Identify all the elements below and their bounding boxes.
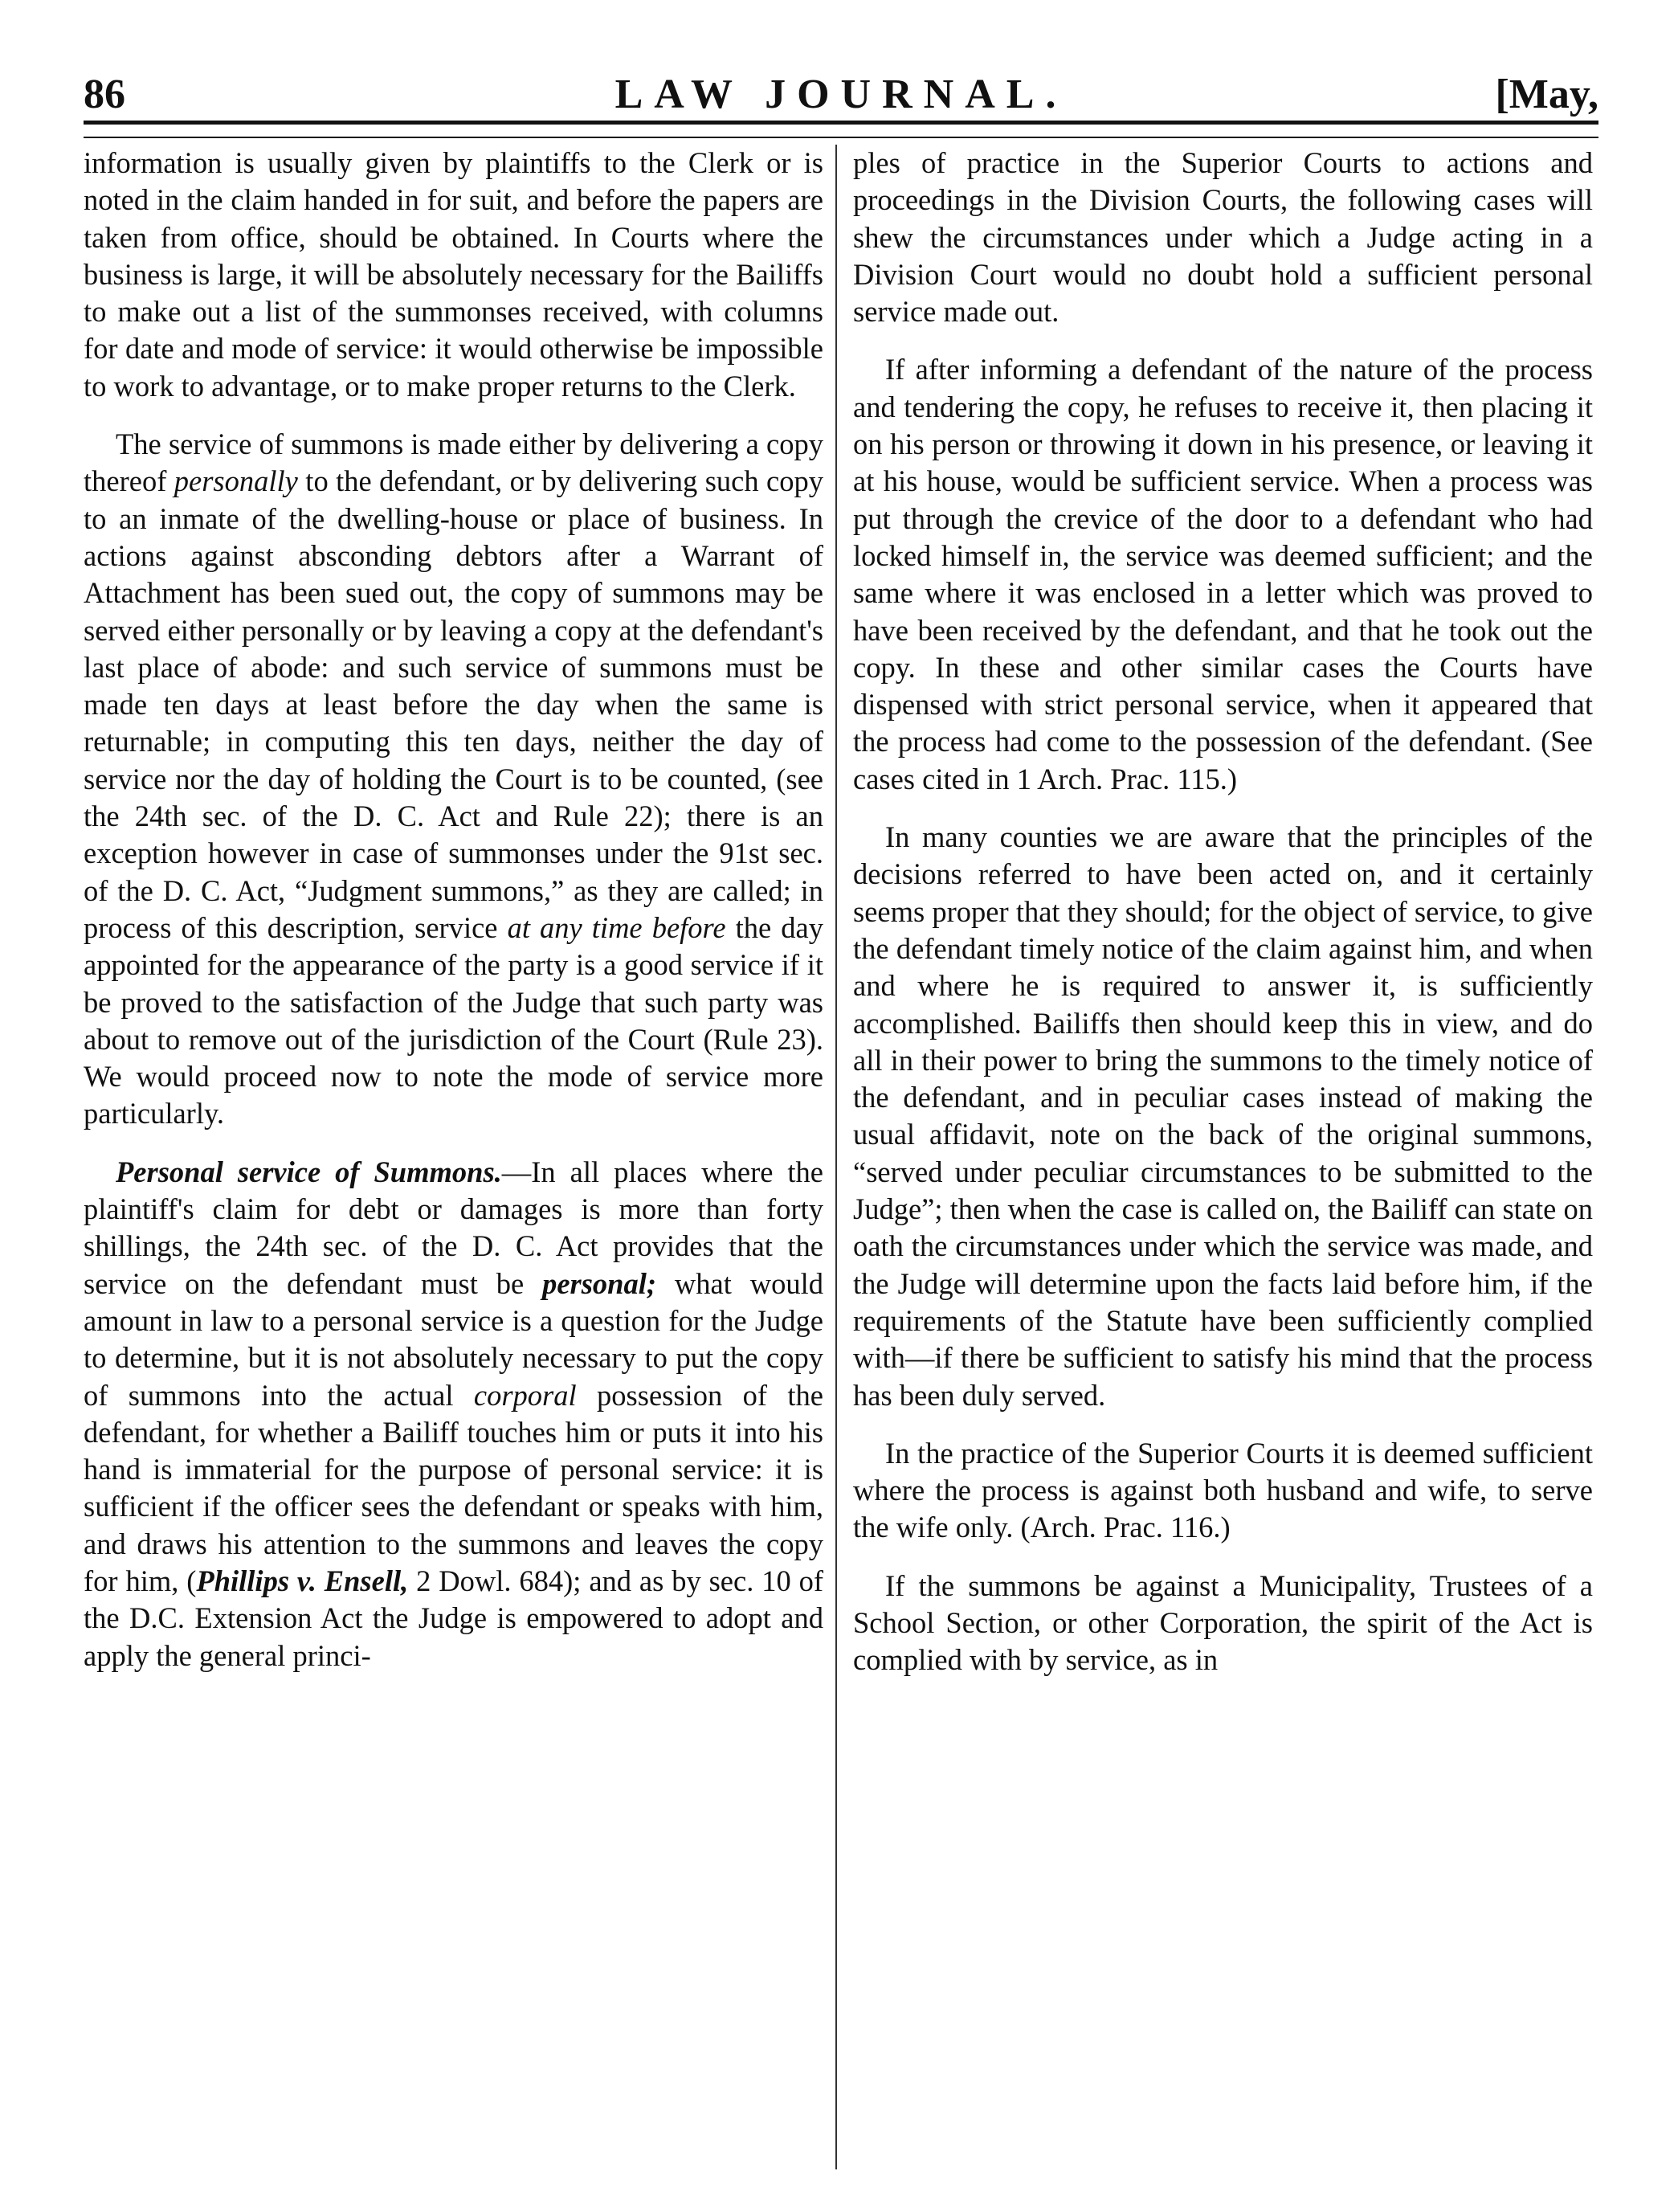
emphasis: corporal	[473, 1378, 577, 1412]
column-divider	[835, 145, 837, 2169]
text-run: to the defendant, or by delivering such copy to an inmate of the dwelling-house or place of business. In actions against absconding debtors after a Warrant of Attachment has been sued out, the copy of summons may be served either personally or by leaving a copy at the defendant's last place of abode: and such service of summons must be made ten days at least before the day when the same is returnable; in computing this ten days, neither the day of service nor the day of holding the Court is to be counted, (see the 24th sec. of the D. C. Act and Rule 22); there is an exception however in case of summonses under the 91st sec. of the D. C. Act, “Judgment summons,” as they are called; in process of this description, service	[84, 464, 823, 944]
page-number: 86	[84, 72, 125, 117]
emphasis: personal;	[542, 1266, 657, 1300]
text-run: what would amount in law to a personal service is a question for the Judge to determine, but it is not absolutely necessary to put the copy of summons into the actual	[84, 1266, 823, 1412]
running-title: LAW JOURNAL.	[614, 72, 1068, 117]
running-month: [May,	[1495, 72, 1598, 117]
text-run: the day appointed for the appearance of the party is a good service if it be proved to the satisfaction of the Judge that such party was about to remove out of the jurisdiction of the Court (Rule 23). We would proceed now to note the mode of service more particularly.	[84, 910, 823, 1131]
paragraph: ples of practice in the Superior Courts to actions and proceedings in the Division Courts, the following cases will shew the circumstances under which a Judge acting in a Division Court would no doubt hold a sufficient personal service made out.	[853, 146, 1593, 329]
case-citation: Phillips v. Ensell,	[196, 1564, 409, 1597]
page-header	[84, 71, 1598, 127]
paragraph: If the summons be against a Municipality, Trustees of a School Section, or other Corporation, the spirit of the Act is complied with by service, as in	[853, 1568, 1593, 1677]
paragraph: If after informing a defendant of the nature of the process and tendering the copy, he refuses to receive it, then placing it on his person or throwing it down in his presence, or leaving it at his house, would be sufficient service. When a process was put through the crevice of the door to a defendant who had locked himself in, the service was deemed sufficient; and the same where it was enclosed in a letter which was proved to have been received by the defendant, and that he took out the copy. In these and other similar cases the Courts have dispensed with strict personal service, when it appeared that the process had come to the possession of the defendant. (See cases cited in 1 Arch. Prac. 115.)	[853, 353, 1593, 795]
paragraph: In many counties we are aware that the principles of the decisions referred to have been acted on, and it certainly seems proper that they should; for the object of service, to give the defendant timely notice of the claim against him, and when and where he is required to answer it, is sufficiently accomplished. Bailiffs then should keep this in view, and do all in their power to bring the summons to the timely notice of the defendant, and in peculiar cases instead of making the usual affidavit, note on the back of the original summons, “served under peculiar circumstances to be submitted to the Judge”; then when the case is called on, the Bailiff can state on oath the circumstances under which the service was made, and the Judge will determine upon the facts laid before him, if the requirements of the Statute have been sufficiently complied with—if there be sufficient to satisfy his mind that the process has been duly served.	[853, 820, 1593, 1412]
header-rule	[84, 121, 1598, 138]
paragraph: information is usually given by plaintiffs to the Clerk or is noted in the claim handed in for suit, and before the papers are taken from office, should be obtained. In Courts where the business is large, it will be absolutely necessary for the Bailiffs to make out a list of the summonses received, with columns for date and mode of service: it would otherwise be impossible to work to advantage, or to make proper returns to the Clerk.	[84, 146, 823, 403]
emphasis: personally	[174, 464, 298, 498]
text-run: possession of the defendant, for whether a Bailiff touches him or puts it into his hand is immaterial for the purpose of personal service: it is sufficient if the officer sees the defendant or speaks with him, and draws his attention to the summons and leaves the copy for him, (	[84, 1378, 823, 1597]
paragraph: In the practice of the Superior Courts it is deemed sufficient where the process is against both husband and wife, to serve the wife only. (Arch. Prac. 116.)	[853, 1436, 1593, 1544]
left-column	[84, 145, 823, 2177]
section-heading: Personal service of Summons.	[116, 1155, 502, 1188]
paragraph	[84, 426, 823, 1133]
text-run: The service of summons is made either by delivering a copy thereof	[84, 427, 823, 498]
emphasis: at any time before	[507, 910, 726, 944]
paragraph	[84, 1154, 823, 1674]
text-run: —In all places where the plaintiff's claim for debt or damages is more than forty shillings, the 24th sec. of the D. C. Act provides that the service on the defendant must be	[84, 1155, 823, 1300]
text-run: 2 Dowl. 684); and as by sec. 10 of the D.C. Extension Act the Judge is empowered to adopt and apply the general princi-	[84, 1564, 823, 1672]
right-column	[853, 145, 1593, 2177]
